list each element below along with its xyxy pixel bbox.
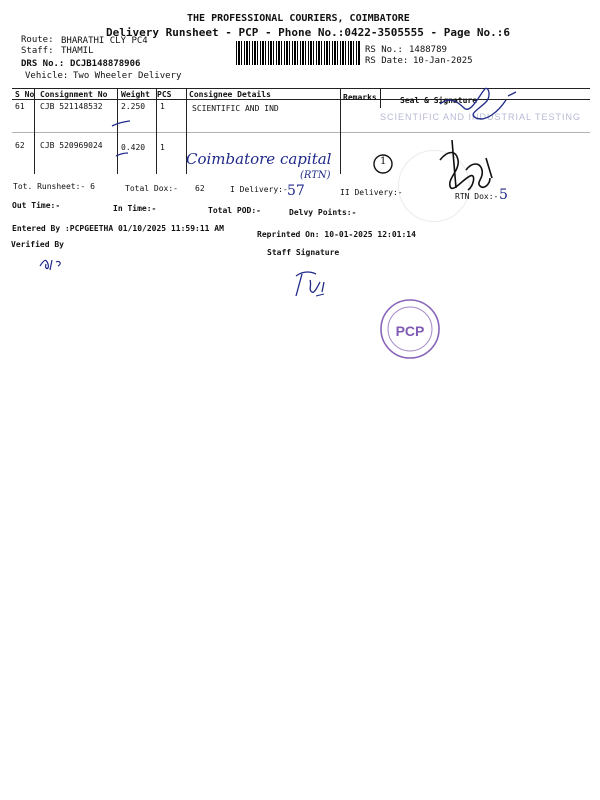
row62-weight: 0.420 bbox=[121, 143, 146, 152]
rs-date-label: RS Date: bbox=[365, 56, 409, 66]
vehicle-value: Two Wheeler Delivery bbox=[73, 71, 182, 81]
entered-by: Entered By :PCPGEETHA 01/10/2025 11:59:11 AM bbox=[12, 224, 224, 233]
round-stamp-text: PCP bbox=[395, 323, 425, 339]
row62-pcs: 1 bbox=[160, 143, 165, 152]
col-weight: Weight bbox=[121, 90, 150, 99]
route-value: BHARATHI CLY PC4 bbox=[61, 36, 148, 46]
vehicle-label: Vehicle: bbox=[25, 71, 69, 81]
col-sno: S No bbox=[15, 90, 35, 99]
drs-value: DCJB148878906 bbox=[70, 59, 141, 69]
rtn-dox-label: RTN Dox:- bbox=[455, 192, 499, 201]
row61-consignee: SCIENTIFIC AND IND bbox=[192, 104, 279, 113]
reprinted-on: Reprinted On: 10-01-2025 12:01:14 bbox=[257, 230, 416, 239]
route-label: Route: bbox=[21, 35, 54, 45]
row62-handwritten-consignee: Coimbatore capital bbox=[186, 150, 332, 168]
tot-runsheet: Tot. Runsheet:- 6 bbox=[13, 182, 95, 191]
row61-sno: 61 bbox=[15, 102, 25, 111]
delvy-points: Delvy Points:- bbox=[289, 208, 357, 217]
rs-no-label: RS No.: bbox=[365, 45, 403, 55]
runsheet-title: Delivery Runsheet - PCP - Phone No.:0422-3505555 - Page No.:6 bbox=[106, 26, 510, 39]
staff-value: THAMIL bbox=[61, 46, 94, 56]
verified-by: Verified By bbox=[11, 240, 64, 249]
pcp-round-stamp bbox=[378, 298, 442, 360]
col-consignment-no: Consignment No bbox=[40, 90, 108, 99]
ii-delivery-label: II Delivery:- bbox=[340, 188, 403, 197]
rs-no-value: 1488789 bbox=[409, 45, 447, 55]
rtn-dox-hand: 5 bbox=[499, 187, 508, 203]
staff-signature-label: Staff Signature bbox=[267, 248, 340, 257]
total-dox-label: Total Dox:- bbox=[125, 184, 178, 193]
out-time: Out Time:- bbox=[12, 201, 61, 210]
col-remarks: Remarks bbox=[343, 93, 377, 102]
row62-handwritten-rtn: (RTN) bbox=[300, 170, 331, 181]
row62-remark-mark: 1 bbox=[380, 156, 387, 167]
row61-pcs: 1 bbox=[160, 102, 165, 111]
col-seal-signature: Seal & Signature bbox=[400, 96, 478, 105]
row62-sno: 62 bbox=[15, 141, 25, 150]
i-delivery-label: I Delivery:- bbox=[230, 185, 288, 194]
company-stamp-text: SCIENTIFIC AND INDUSTRIAL TESTING bbox=[380, 112, 582, 122]
total-pod: Total POD:- bbox=[208, 206, 261, 215]
col-consignee: Consignee Details bbox=[189, 90, 271, 99]
total-dox-value: 62 bbox=[195, 184, 205, 193]
drs-label: DRS No.: bbox=[21, 59, 65, 69]
staff-label: Staff: bbox=[21, 46, 54, 56]
col-pcs: PCS bbox=[157, 90, 172, 99]
company-name: THE PROFESSIONAL COURIERS, COIMBATORE bbox=[187, 13, 410, 24]
row61-consignment: CJB 521148532 bbox=[40, 102, 103, 111]
rs-date-value: 10-Jan-2025 bbox=[413, 56, 473, 66]
i-delivery-hand: 57 bbox=[287, 183, 305, 199]
row61-weight: 2.250 bbox=[121, 102, 146, 111]
in-time: In Time:- bbox=[113, 204, 157, 213]
row62-consignment: CJB 520969024 bbox=[40, 141, 103, 150]
